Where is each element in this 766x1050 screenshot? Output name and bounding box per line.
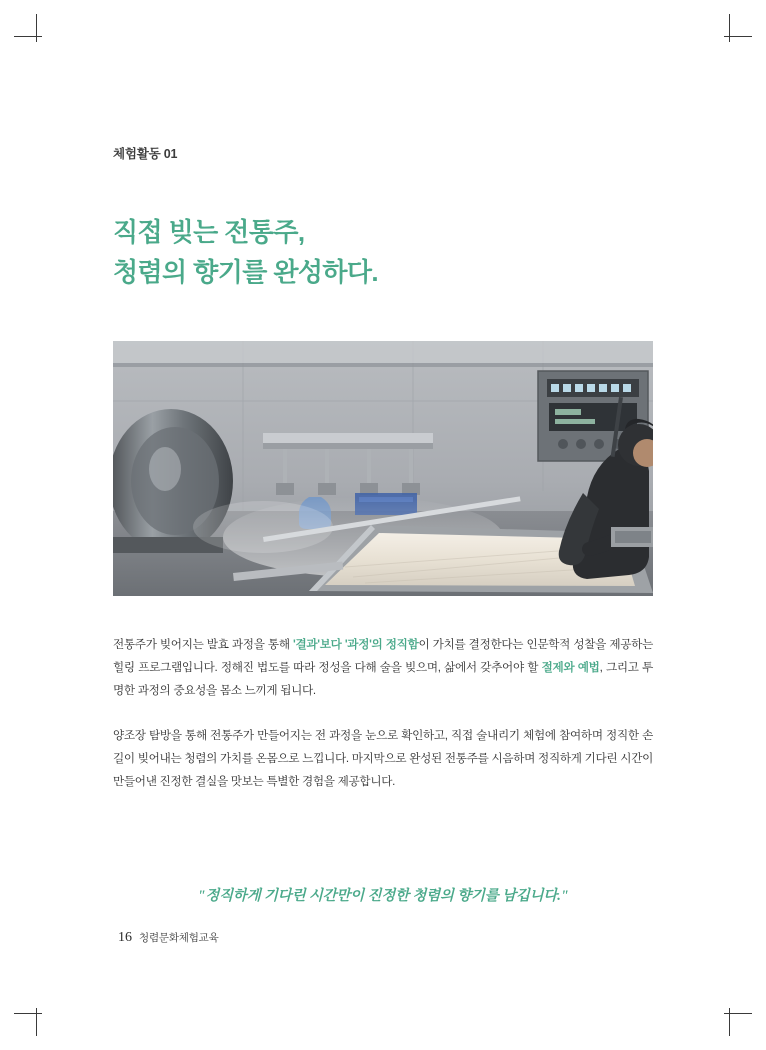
- crop-mark-bottom-right: [710, 994, 752, 1036]
- pull-quote: "정직하게 기다린 시간만이 진정한 청렴의 향기를 남깁니다.": [197, 888, 569, 904]
- p1-highlight-2: 절제와 예법: [541, 660, 600, 674]
- crop-mark-bottom-left: [14, 994, 56, 1036]
- p1-text-a: 전통주가 빚어지는 발효 과정을 통해: [113, 637, 294, 651]
- section-eyebrow: 체험활동 01: [113, 147, 178, 161]
- activity-photo: [113, 341, 653, 596]
- p1-highlight-1: '결과'보다 '과정'의 정직함: [293, 637, 419, 651]
- crop-mark-top-right: [710, 14, 752, 56]
- p1-text-c: , 그리고 투명한 과정의 중요성을 몸소 느끼게 됩니다.: [113, 660, 653, 697]
- page-title-line-2: 청렴의 향기를 완성하다.: [113, 256, 379, 287]
- footer-label: 청렴문화체험교육: [139, 932, 219, 944]
- body-paragraph-1: [113, 633, 653, 703]
- page-footer: [118, 930, 219, 946]
- page-title-line-1: 직접 빚는 전통주,: [113, 217, 305, 248]
- p1-text-b: 이 가치를 결정한다는 인문학적 성찰을 제공하는 힐링 프로그램입니다. 정해진 법도를 따라 정성을 다해 술을 빚으며, 삶에서 갖추어야 할: [113, 637, 653, 674]
- page-title: [113, 213, 673, 292]
- brewery-photo-illustration: [113, 341, 653, 596]
- body-paragraph-2: 양조장 탐방을 통해 전통주가 만들어지는 전 과정을 눈으로 확인하고, 직접 술내리기 체험에 참여하며 정직한 손길이 빚어내는 청렴의 가치를 온몸으로 느낍니다. 마지막으로 완성된 전통주를 시음하며 정직하게 기다린 시간이 만들어낸 진정한 결실을 맛보는 특별한 경험을 제공합니다.: [113, 728, 653, 788]
- crop-mark-top-left: [14, 14, 56, 56]
- page-number: 16: [118, 930, 132, 945]
